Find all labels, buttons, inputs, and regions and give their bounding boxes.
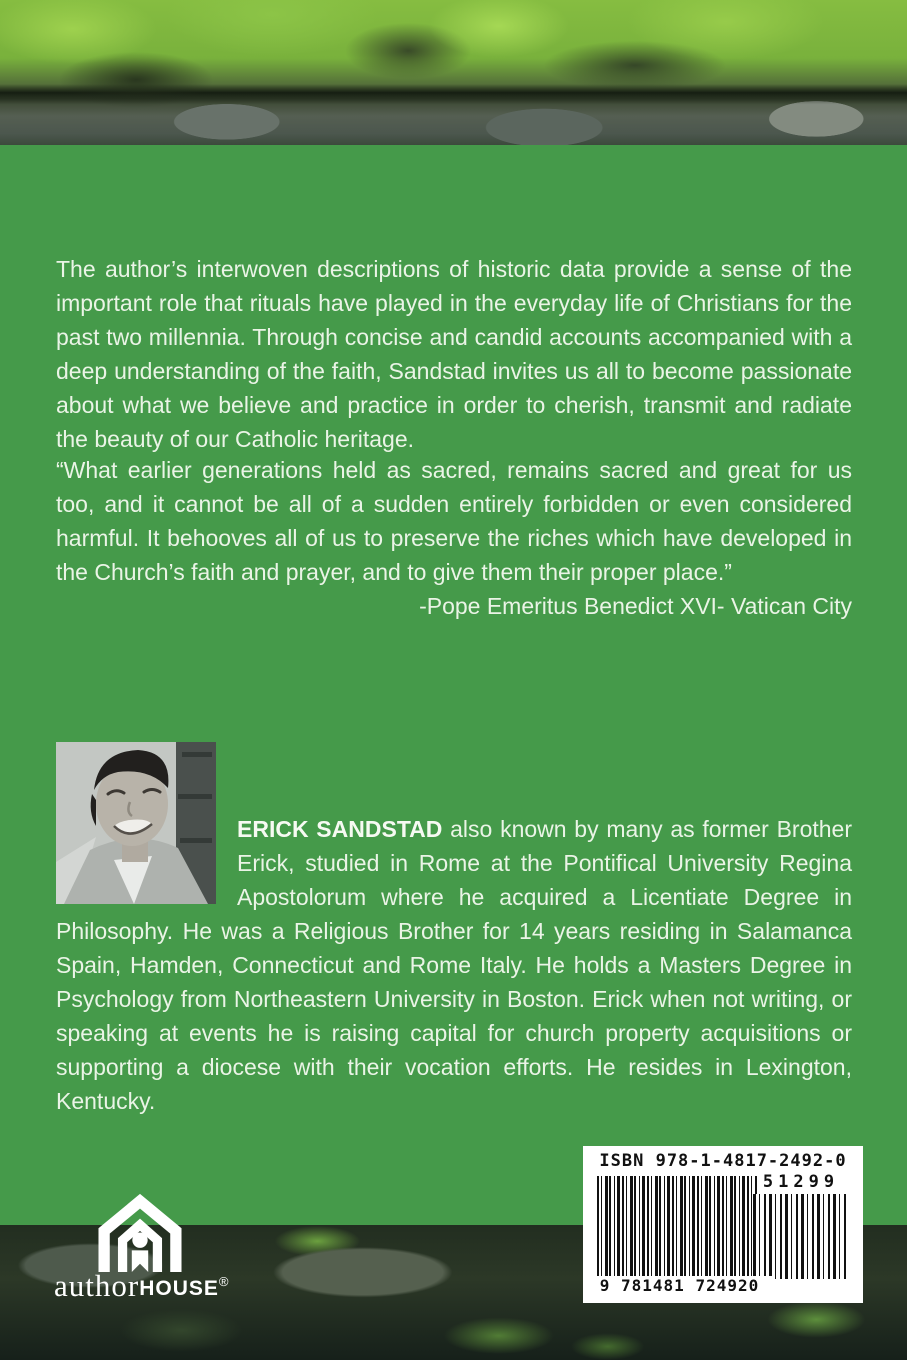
author-bio-text: also known by many as former Brother Erick, studied in Rome at the Pontifical University Regina Apostolorum where he acquired a Licentiate Degree in Philosophy. He was a Religious Brother for 14 years residing in Salamanca Spain, Hamden, Connecticut and Rome Italy. He holds a Masters Degree in Psychology from Northeastern University in Boston. Erick when not writing, or speaking at events he is raising capital for church property acquisitions or supporting a diocese with their vocation efforts. He resides in Lexington, Kentucky. <box>56 816 853 1114</box>
barcode-digits: 9 781481 724920 <box>587 1276 772 1295</box>
barcode-bars-addon <box>753 1194 849 1279</box>
barcode-addon-code: 51299 <box>762 1172 840 1192</box>
isbn-barcode-block <box>583 1146 863 1303</box>
author-bio-section <box>56 742 852 1118</box>
mossy-wall-photo-top <box>0 0 907 145</box>
synopsis-paragraph: The author’s interwoven descriptions of historic data provide a sense of the important role that rituals have played in the everyday life of Christians for the past two millennia. Through concise and candid accounts accompanied with a deep understanding of the faith, Sandstad invites us all to become passionate about what we believe and practice in order to cherish, transmit and radiate the beauty of our Catholic heritage. <box>56 256 852 452</box>
isbn-number: ISBN 978-1-4817-2492-0 <box>599 1151 847 1171</box>
authorhouse-wordmark <box>54 1268 294 1304</box>
authorhouse-house-icon <box>88 1192 192 1274</box>
author-name: ERICK SANDSTAD <box>237 816 443 842</box>
wordmark-author: author <box>54 1268 140 1303</box>
quote-attribution: -Pope Emeritus Benedict XVI- Vatican City <box>419 593 852 619</box>
wordmark-house: HOUSE <box>139 1277 219 1300</box>
quote-paragraph: “What earlier generations held as sacred, remains sacred and great for us too, and it cannot be all of a sudden entirely forbidden or even considered harmful. It behooves all of us to preserve the riches which have developed in the Church’s faith and prayer, and to give them their proper place.” <box>56 457 852 585</box>
barcode-bars-main <box>597 1176 757 1284</box>
registered-mark: ® <box>218 1274 229 1289</box>
author-photo <box>56 742 216 904</box>
